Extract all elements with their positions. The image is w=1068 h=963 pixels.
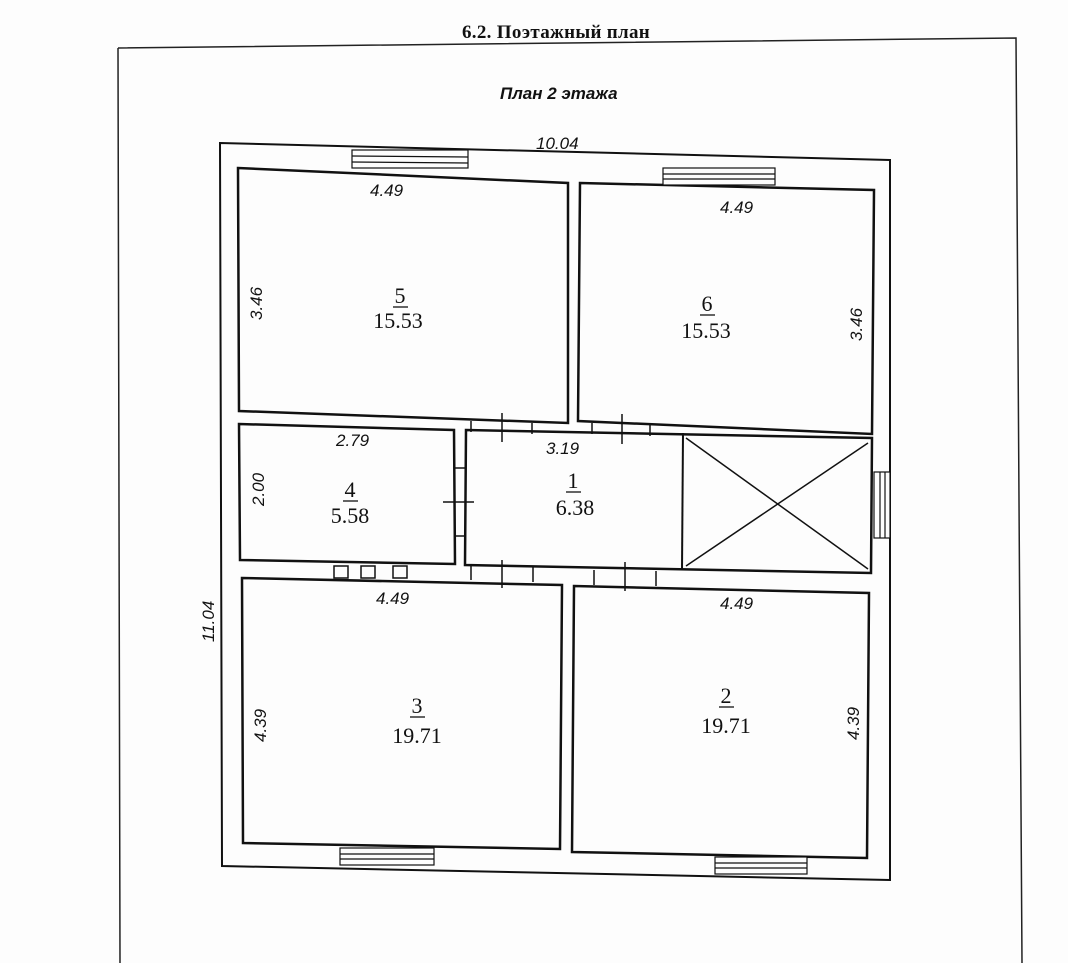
room-4-width: 2.79 bbox=[336, 431, 370, 450]
room-6-height: 3.46 bbox=[847, 307, 866, 341]
room-3-area: 19.71 bbox=[392, 723, 442, 748]
room-6-area: 15.53 bbox=[681, 318, 731, 343]
room-6-outline bbox=[578, 183, 874, 434]
room-6-number: 6 bbox=[701, 291, 713, 316]
window-top-right bbox=[663, 168, 775, 185]
window-top-left bbox=[352, 150, 468, 168]
room-2-area: 19.71 bbox=[701, 713, 751, 738]
room-6-width: 4.49 bbox=[720, 198, 754, 217]
plan-title: План 2 этажа bbox=[500, 84, 618, 103]
window-right-side bbox=[874, 472, 890, 538]
room-3-outline bbox=[242, 578, 562, 849]
room-3-height: 4.39 bbox=[251, 708, 270, 742]
room-5-height: 3.46 bbox=[247, 286, 266, 320]
room-5-width: 4.49 bbox=[370, 181, 404, 200]
room-3-width: 4.49 bbox=[376, 589, 410, 608]
room-4-number: 4 bbox=[344, 477, 356, 502]
room-5-number: 5 bbox=[394, 283, 406, 308]
room-1-area: 6.38 bbox=[555, 495, 595, 520]
room-1-number: 1 bbox=[567, 468, 579, 493]
room-1-width: 3.19 bbox=[546, 439, 580, 458]
vent-boxes bbox=[334, 566, 407, 578]
room-5-area: 15.53 bbox=[373, 308, 423, 333]
overall-height-label: 11.04 bbox=[199, 600, 218, 642]
room-1-outline bbox=[465, 430, 872, 573]
stairwell-cross bbox=[686, 438, 868, 569]
room-4-height: 2.00 bbox=[249, 472, 268, 506]
stair-divider bbox=[682, 433, 683, 570]
room-2-number: 2 bbox=[720, 683, 732, 708]
room-2-height: 4.39 bbox=[844, 706, 863, 740]
window-bottom-right bbox=[715, 857, 807, 874]
room-4-area: 5.58 bbox=[330, 503, 370, 528]
overall-width-label: 10.04 bbox=[536, 134, 579, 153]
section-title: 6.2. Поэтажный план bbox=[462, 22, 651, 43]
window-bottom-left bbox=[340, 848, 434, 865]
room-2-width: 4.49 bbox=[720, 594, 754, 613]
room-3-number: 3 bbox=[411, 693, 423, 718]
